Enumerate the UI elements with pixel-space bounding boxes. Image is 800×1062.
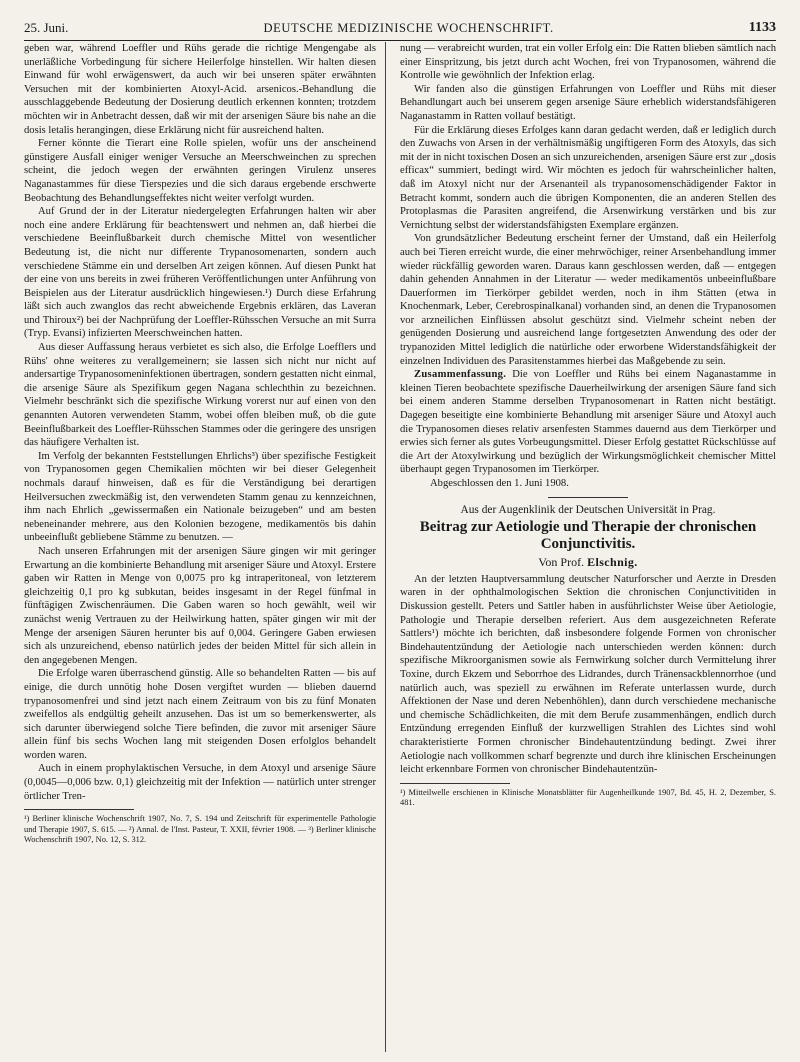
paragraph: Im Verfolg der bekannten Feststellungen Ehrlichs³) über spezifische Festigkeit von Trypanosomen gegen Chemikalien möchten wir bei dieser Gelegenheit nochmals darauf hinweisen, daß es für die Verständigung bei derartigen Heilversuchen zweckmäßig ist, den verwendeten Stamm genau zu kennzeichnen, ihm nach Ehrlich „gewissermaßen ein Nationale beizugeben“ und am besten nebeneinander mehrere, aus den Kolonien bezogene, medikamentös bis dahin unbeeinflußt gebliebene Stämme zu benutzen. — — [24, 450, 376, 544]
paragraph: Nach unseren Erfahrungen mit der arsenigen Säure gingen wir mit geringer Erwartung an die kombinierte Behandlung mit arseniger Säure und Atoxyl. Erstere gaben wir Ratten in Menge von 0,0075 pro kg intraperitoneal, von letzterem gleichzeitig 0,1 pro kg subkutan, beides insgesamt in der Regel fünfmal in fünftägigen Zwischenräumen. Die Gaben waren so hoch gewählt, weil wir zunächst wenig Vertrauen zu der Heilwirkung hatten, später gingen wir mit der Menge der arsenigen Säuren herunter bis auf 0,004. Geringere Gaben erwiesen sich als unzureichend, ebenso natürlich jedes der beiden Mittel für sich allein in den angegebenen Mengen. — [24, 545, 376, 666]
footnote: ¹) Mitteilwelle erschienen in Klinische Monatsblätter für Augenheilkunde 1907, Bd. 45, H. 2, Dezember, S. 481. — [400, 787, 776, 808]
author-name: Elschnig. — [587, 555, 638, 570]
paragraph: geben war, während Loeffler und Rühs gerade die richtige Mengengabe als unerläßliche Vorbedingung für sichere Heilerfolge hinstellen. Wir halten diesen Einwand für wohl erwägenswert, da auch wir bei unseren später erwähnten Versuchen mit der kombinierten Atoxyl-Acid. arsenicos.-Behandlung die ausschlaggebende Bedeutung der Dosierung deutlich erkennen konnten; trotzdem möchten wir in Anbetracht dessen, daß wir mit der arsenigen Säure bis nahe an die dosis letalis herangingen, diese Erklärung nicht für ausreichend halten. — [24, 43, 376, 136]
paragraph: Ferner könnte die Tierart eine Rolle spielen, wofür uns der anscheinend günstigere Ausfall einiger weniger Versuche an Meerschweinchen zu sprechen scheint, die jedoch wegen der erwähnten geringen Virulenz unseres Naganastammes für diese Tierspezies und die sich daraus ergebende erschwerte Beobachtung des Behandlungseffektes nicht weiter verfolgt wurden. — [24, 138, 376, 204]
footnote-rule — [24, 809, 134, 810]
paragraph: An der letzten Hauptversammlung deutscher Naturforscher und Aerzte in Dresden waren in der ophthalmologischen Sektion die chronischen Conjunctivitiden in Diskussion gestellt. Peters und Sattler haben in ausführlichster Weise über Aetiologie, Pathologie und Therapie derselben referiert. Aus dem ausgezeichneten Referate Sattlers¹) möchte ich berichten, daß insbesondere folgende Formen von chronischer Bindehautentzündung der Aetiologie nach unterschieden werden können: durch spezifische Mikroorganismen sowie als Fernwirkung solcher durch Vermittelung ihrer Toxine, durch Ekzem und Seborrhoe des Lidrandes, durch Tränensackblennorrhoe (und natürlich auch, was speziell zu erwähnen im Referate unterlassen wurde, durch Affektionen der Nase und deren Nebenhöhlen), dann durch verschiedene mechanische und chemische Schädlichkeiten, die mit dem Berufe zusammenhängen, endlich durch Entzündung erregenden Einfluß der kurzwelligen Strahlen des Lichtes sind wohl charakteristierte Formen chronischer Bindehautentzündung bedingt. Zwei ihrer Aetiologie nach vollkommen scharf begrenzte und durch ihre klinischen Erscheinungen leicht erkennbare Formen von chronischer Bindehautentzün- — [400, 573, 776, 776]
right-column — [400, 42, 776, 1044]
summary-label: Zusammenfassung. — [414, 369, 507, 381]
paragraph: Die Erfolge waren überraschend günstig. Alle so behandelten Ratten — bis auf einige, die durch unnötig hohe Dosen vergiftet wurden — blieben dauernd trypanosomenfrei und sind jetzt nach einem Zeitraum von bis zu fünf Monaten zweifellos als endgültig geheilt anzusehen. Das ist um so bemerkenswerter, als sich darunter überwiegend solche Tiere befinden, die zuvor mit arseniger Säure allein fünf bis sechs Wochen lang mit steigenden Dosen erfolglos behandelt worden waren. — [24, 668, 376, 761]
journal-title: DEUTSCHE MEDIZINISCHE WOCHENSCHRIFT. — [263, 21, 554, 35]
summary-paragraph — [400, 368, 776, 477]
paragraph: Für die Erklärung dieses Erfolges kann daran gedacht werden, daß er lediglich durch den Zuwachs von Arsen in der verhältnismäßig ungiftigeren Form des Atoxyls, das sich mit der in nicht toxischen Dosen an sich unzureichenden, arsenigen Säure erst zur „dosis efficax“ summiert, bedingt wird. Wir möchten es jedoch für wahrscheinlicher halten, daß im Atoxyl nicht nur der Arsenanteil als trypanosomenschädigender Faktor in Betracht kommt, sondern auch die übrigen Komponenten, die an anderen Stellen des Protoplasmas die Parasiten angreifend, die Arsenwirkung verstärken und bis zur Vernichtung selbst der widerstandsfähigsten Exemplare ergänzen. — [400, 124, 776, 231]
paragraph: Von grundsätzlicher Bedeutung erscheint ferner der Umstand, daß ein Heilerfolg auch bei Tieren erreicht wurde, die einer mehrwöchiger, reiner Arsenbehandlung immer wieder rückfällig geworden waren. Daraus kann geschlossen werden, daß — entgegen dahin gehenden Annahmen in der Literatur — weder medikamentös unbeeinflußbare Dauerformen im Tierkörper gebildet werden, noch in ihm Stätten (etwa in Knochenmark, Leber, Cerebrospinalkanal) vorhanden sind, an denen die Trypanosomen vor arzneilichen Einflüssen absolut geschützt sind. Vielmehr scheint neben der genügenden Dosierung und ausreichend lange fortgesetzten Anwendung des oder der trypanoziden Mittel lediglich die natürliche oder erworbene Widerstandsfähigkeit der einzelnen Individuen des Parasitenstammes hierbei das Maßgebende zu sein. — [400, 233, 776, 367]
footnote: ¹) Berliner klinische Wochenschrift 1907, No. 7, S. 194 und Zeitschrift für experimentelle Pathologie und Therapie 1907, S. 615. — ²) Annal. de l'Inst. Pasteur, T. XXII, février 1908. — ³) Berliner klinische Wochenschrift 1907, No. 12, S. 312. — [24, 814, 376, 845]
closing-date: Abgeschlossen den 1. Juni 1908. — [430, 478, 569, 489]
author-line — [400, 556, 776, 570]
article-heading — [400, 504, 776, 570]
footnote-rule — [400, 783, 510, 784]
paragraph: Auch in einem prophylaktischen Versuche, in dem Atoxyl und arsenige Säure (0,0045—0,006 bzw. 0,1) gleichzeitig mit der Infektion — natürlich unter strenger örtlicher Tren- — [24, 763, 376, 802]
page-header — [24, 8, 776, 41]
summary-text: Die von Loeffler und Rühs bei einem Naganastamme in kleinen Tieren beobachtete spezifische Dauerheilwirkung der arsenigen Säure fand sich bei einem anderen Stamme derselben Trypanosomenart in Ratten nicht bestätigt. Dagegen beseitigte eine kombinierte Behandlung mit arseniger Säure und Atoxyl auch die Trypanosomen dieses relativ arsenfesten Stammes dauernd aus dem Tierkörper und erwies sich ferner als gutes Vorbeugungsmittel. Dieser Erfolg gestattet Rückschlüsse auf die Art der Atoxylwirkung und bezüglich der Wirkungsmöglichkeit chemischer Mittel überhaupt gegen Trypanosomen im Tierkörper. — [400, 369, 776, 476]
column-divider — [385, 42, 386, 1052]
paragraph: Wir fanden also die günstigen Erfahrungen von Loeffler und Rühs mit dieser Behandlungart auch bei unserem gegen arsenige Säure erheblich widerstandsfähigeren Naganastamm in Ratten vollauf bestätigt. — [400, 83, 776, 122]
author-prefix: Von Prof. — [538, 555, 585, 570]
paragraph: Auf Grund der in der Literatur niedergelegten Erfahrungen halten wir aber noch eine andere Erklärung für beachtenswert und nehmen an, daß hierbei die verschiedene Beeinflußbarkeit durch chemische Mittel von wesentlicher Bedeutung ist, die nicht nur differente Trypanosomenarten, sondern auch verschiedene Stämme ein und derselben Art zeigen können. Auf diesen Punkt hat der eine von uns bereits in zwei früheren Veröffentlichungen unter Anführung von Beispielen aus der Literatur ausdrücklich hingewiesen.¹) Durch diese Erfahrung läßt sich auch zwanglos das recht abweichende Ergebnis erklären, das Laveran und Thiroux²) bei der Nachprüfung der Loeffler-Rühsschen Versuche an mit Surra (Tryp. Evansi) infizierten Meerschweinchen hatten. — [24, 206, 376, 340]
article-separator — [548, 497, 628, 498]
page-number: 1133 — [748, 20, 776, 35]
paragraph: nung — verabreicht wurden, trat ein voller Erfolg ein: Die Ratten blieben sämtlich nach einer Einspritzung, bis jetzt durch acht Wochen, frei von Trypanosomen, während die Kontrolle wie gewöhnlich der Infektion erlag. — [400, 43, 776, 82]
left-column — [24, 42, 376, 1044]
header-date: 25. Juni. — [24, 20, 69, 35]
paragraph: Aus dieser Auffassung heraus verbietet es sich also, die Erfolge Loefflers und Rühs' ohne weiteres zu verallgemeinern; sie lassen sich nicht nur nicht auf andersartige Trypanosomeninfektionen übertragen, sondern gestatten nicht einmal, die arsenige Säure als Spezifikum gegen Nagana schlechthin zu bezeichnen. Vielmehr beschränkt sich die spezifische Wirkung vorerst nur auf einen von den genannten Autoren verwendeten Stamm, wobei offen bleiben muß, ob die gute Beeinflußbarkeit des Loeffler-Rühsschen Stammes oder die geringere des unsrigen das häufigere Verhalten ist. — [24, 342, 376, 449]
article-title: Beitrag zur Aetiologie und Therapie der chronischen Conjunctivitis. — [419, 519, 757, 553]
institution-line: Aus der Augenklinik der Deutschen Universität in Prag. — [460, 503, 716, 516]
